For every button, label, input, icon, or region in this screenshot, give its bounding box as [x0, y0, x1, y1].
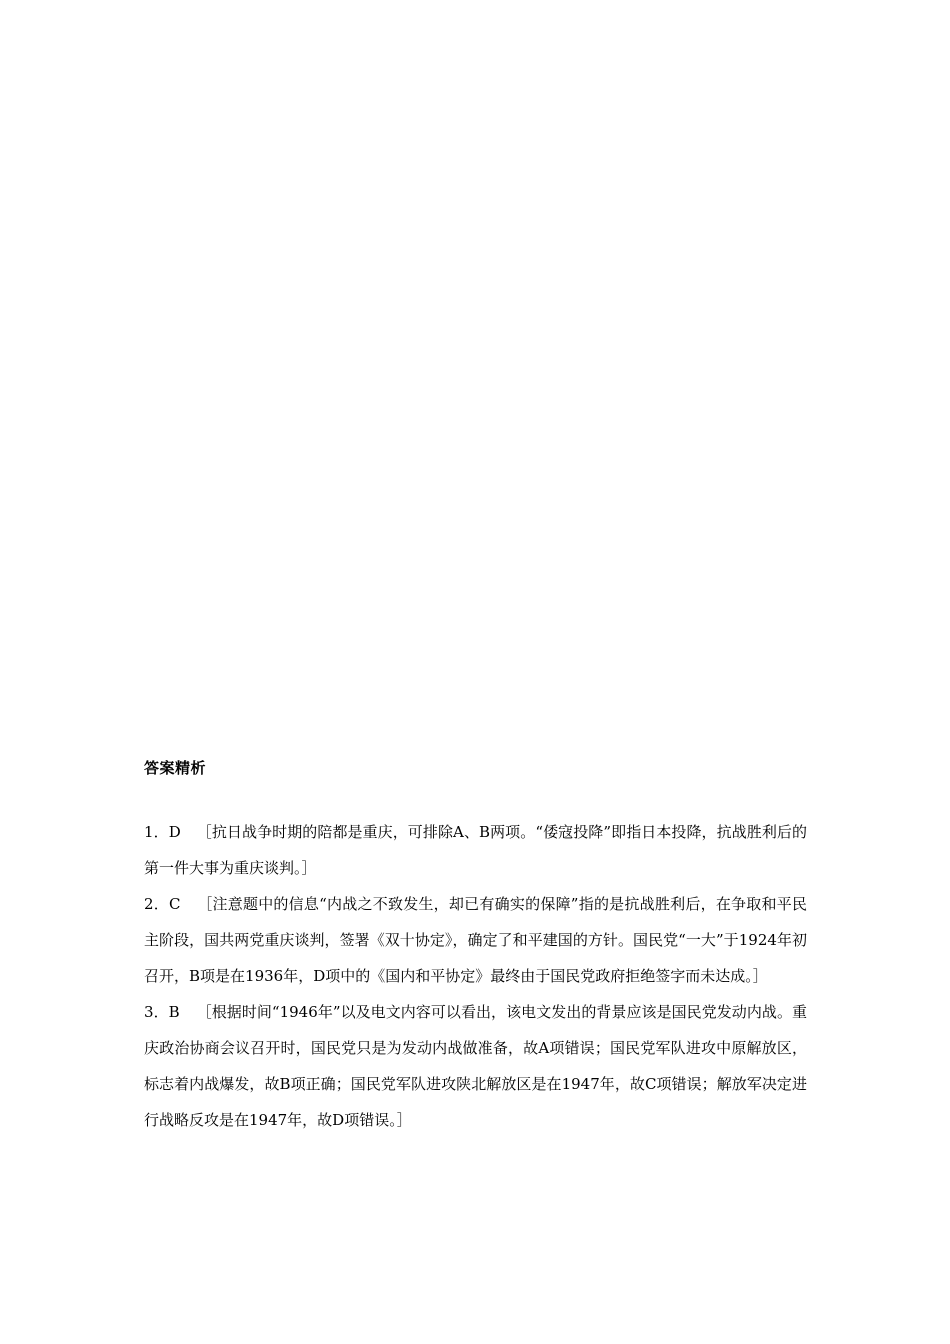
answer-number: 3． — [144, 1003, 169, 1021]
answer-item-2 — [144, 886, 807, 994]
answer-number: 1． — [144, 823, 169, 841]
answer-explanation: ［抗日战争时期的陪都是重庆，可排除A、B两项。“倭寇投降”即指日本投降，抗战胜利后的第一件大事为重庆谈判。］ — [144, 823, 808, 877]
answer-list — [144, 814, 807, 1138]
answer-choice: C — [169, 895, 181, 913]
section-title: 答案精析 — [144, 759, 207, 777]
answer-number: 2． — [144, 895, 170, 913]
answer-choice: D — [168, 823, 181, 841]
answer-item-1 — [144, 814, 807, 886]
answer-item-3 — [144, 994, 807, 1138]
answer-explanation: ［注意题中的信息“内战之不致发生，却已有确实的保障”指的是抗战胜利后，在争取和平民主阶段，国共两党重庆谈判，签署《双十协定》，确定了和平建国的方针。国民党“一大”于1924年初召开，B项是在1936年，D项中的《国内和平协定》最终由于国民党政府拒绝签字而未达成。］ — [144, 895, 807, 985]
answer-explanation: ［根据时间“1946年”以及电文内容可以看出，该电文发出的背景应该是国民党发动内战。重庆政治协商会议召开时，国民党只是为发动内战做准备，故A项错误；国民党军队进攻中原解放区，标志着内战爆发，故B项正确；国民党军队进攻陕北解放区是在1947年，故C项错误；解放军决定进行战略反攻是在1947年，故D项错误。］ — [144, 1003, 807, 1129]
answer-choice: B — [168, 1003, 180, 1021]
